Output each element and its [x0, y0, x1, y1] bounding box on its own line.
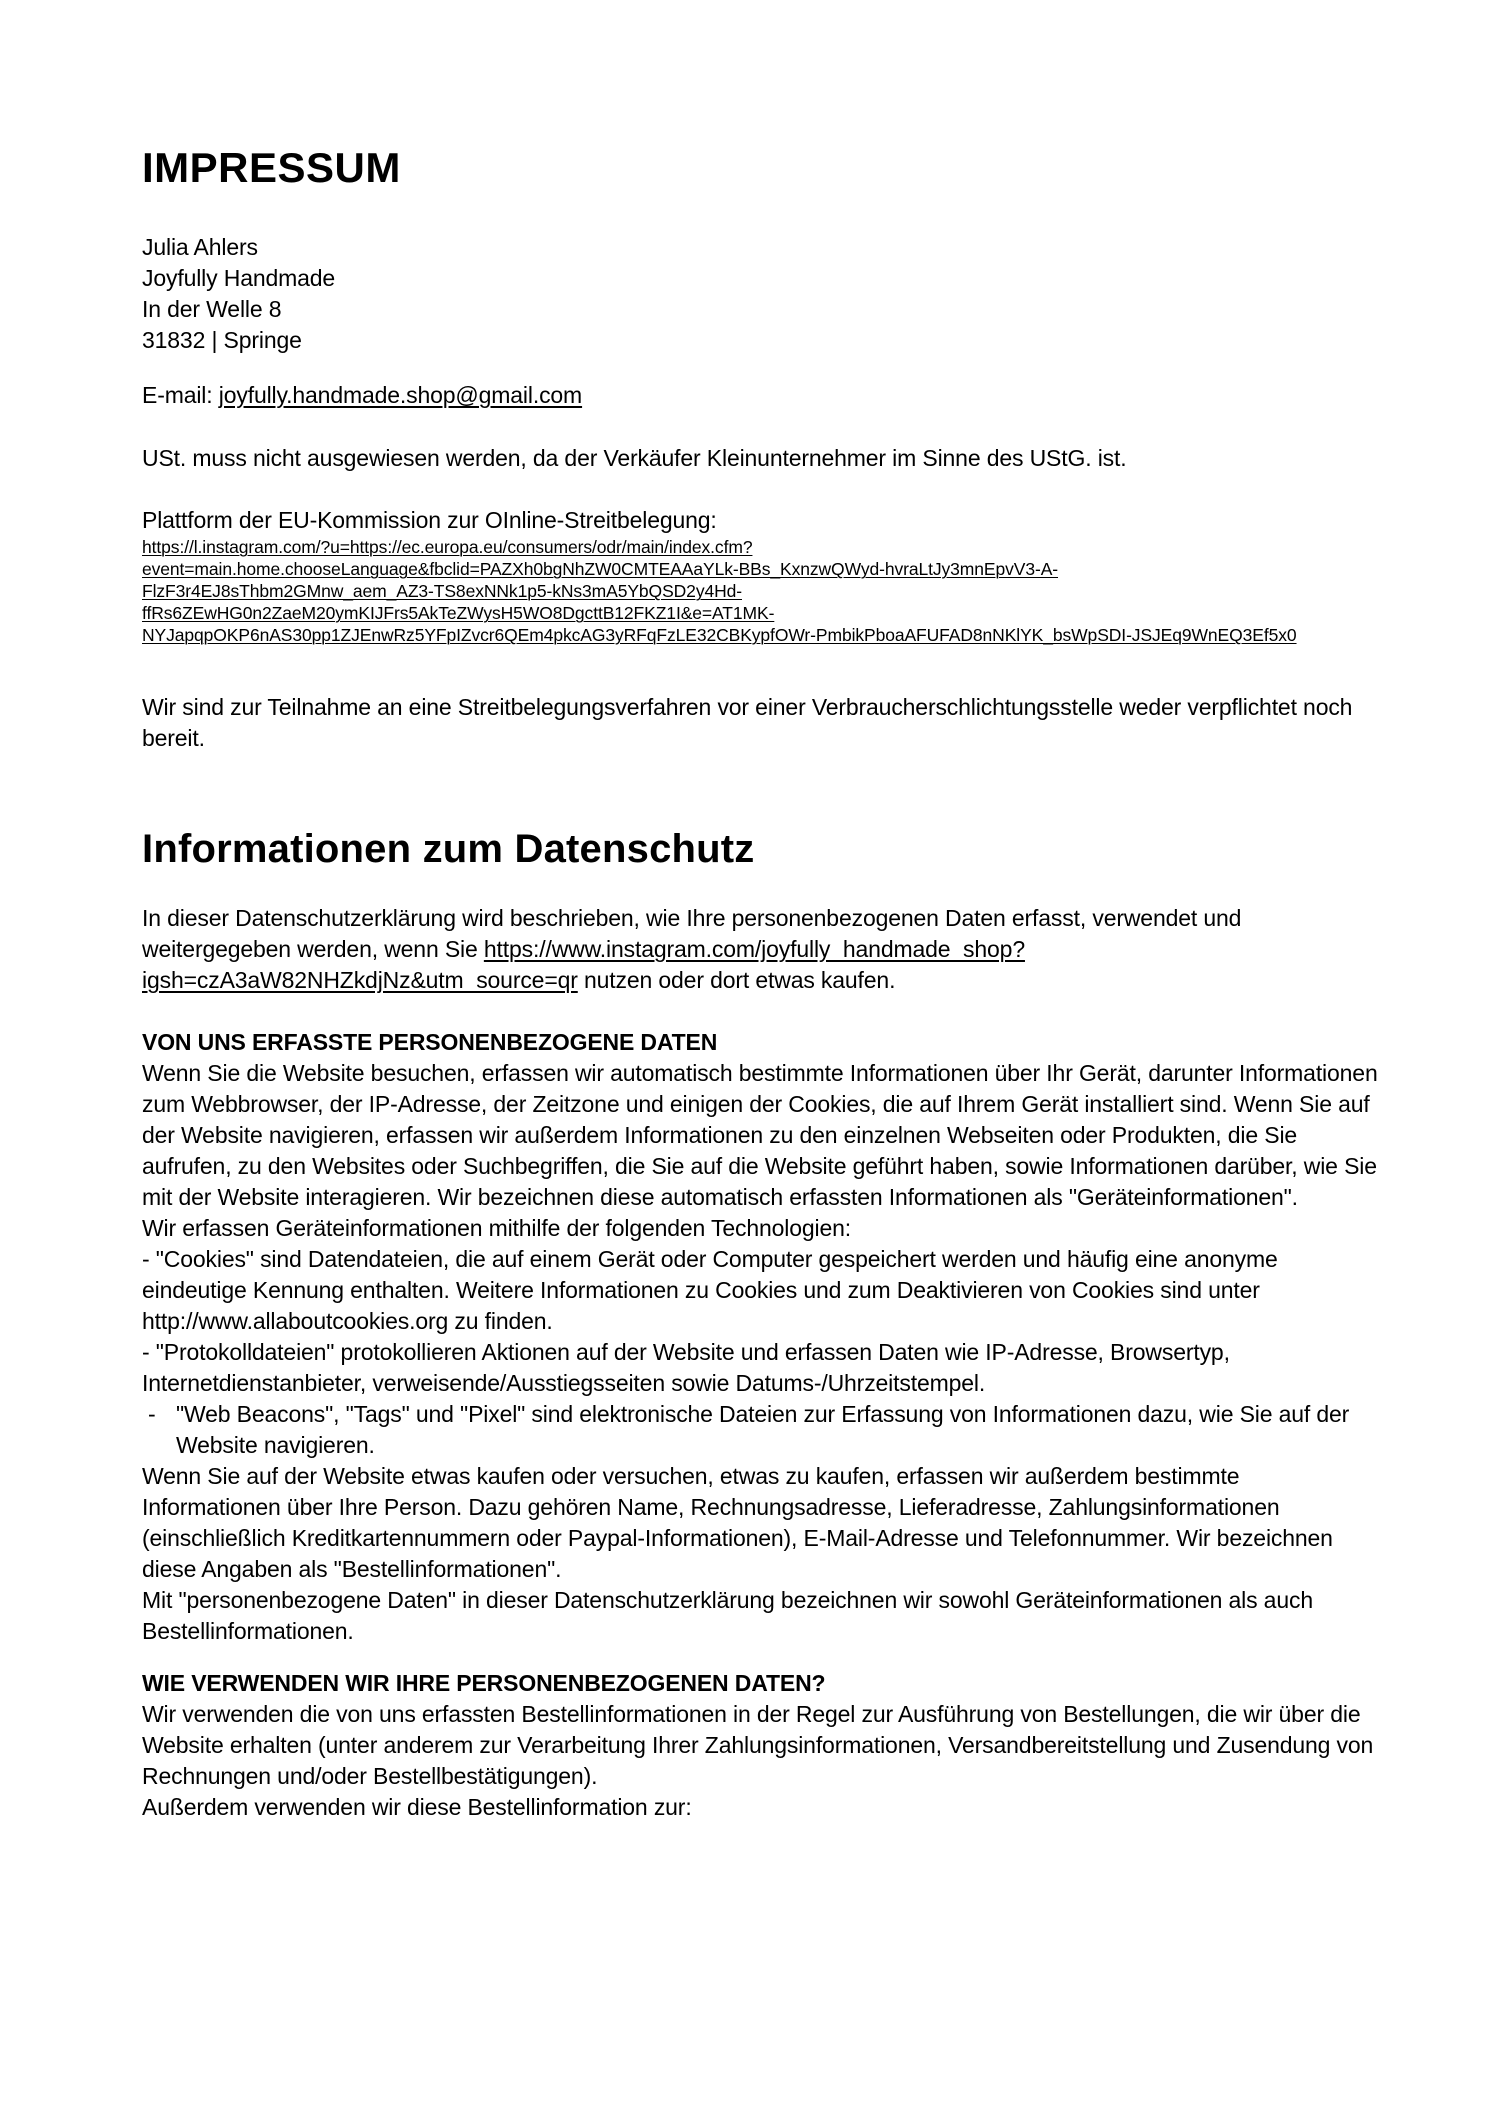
- email-line: [142, 380, 1383, 411]
- odr-link[interactable]: ffRs6ZEwHG0n2ZaeM20ymKIJFrs5AkTeZWysH5WO8DgcttB12FKZ1I&e=AT1MK-: [142, 603, 775, 623]
- contact-name: Julia Ahlers: [142, 234, 258, 260]
- dispute-note: Wir sind zur Teilnahme an eine Streitbelegungsverfahren vor einer Verbraucherschlichtungsstelle weder verpflichtet noch bereit.: [142, 694, 1353, 751]
- paragraph-usage-additional: Außerdem verwenden wir diese Bestellinformation zur:: [142, 1794, 692, 1820]
- section-collected-data: [142, 1027, 1383, 1647]
- paragraph-cookies: - "Cookies" sind Datendateien, die auf einem Gerät oder Computer gespeichert werden und häufig eine anonyme eindeutige Kennung enthalten. Weitere Informationen zu Cookies und zum Deaktivieren von Cookies sind unter http://www.allaboutcookies.org zu finden.: [142, 1246, 1278, 1334]
- page-title: IMPRESSUM: [142, 144, 401, 191]
- odr-link[interactable]: FlzF3r4EJ8sThbm2GMnw_aem_AZ3-TS8exNNk1p5-kNs3mA5YbQSD2y4Hd-: [142, 581, 742, 601]
- web-beacons-bullet-text: "Web Beacons", "Tags" und "Pixel" sind elektronische Dateien zur Erfassung von Informationen dazu, wie Sie auf der Website navigieren.: [176, 1401, 1350, 1458]
- odr-link-line: [142, 536, 1383, 558]
- odr-platform-label: Plattform der EU-Kommission zur OInline-Streitbelegung:: [142, 507, 717, 533]
- contact-city: 31832 | Springe: [142, 327, 302, 353]
- web-beacons-bullet: [142, 1399, 1383, 1461]
- odr-link-line: [142, 580, 1383, 602]
- section-heading-data-usage: WIE VERWENDEN WIR IHRE PERSONENBEZOGENEN DATEN?: [142, 1670, 826, 1696]
- odr-link-line: [142, 624, 1383, 646]
- bullet-dash: -: [148, 1401, 156, 1427]
- instagram-link[interactable]: https://www.instagram.com/joyfully_handmade_shop?igsh=czA3aW82NHZkdjNz&utm_source=qr: [142, 936, 1025, 993]
- odr-link-line: [142, 558, 1383, 580]
- odr-platform-block: [142, 505, 1383, 646]
- odr-link-line: [142, 602, 1383, 624]
- odr-link[interactable]: https://l.instagram.com/?u=https://ec.europa.eu/consumers/odr/main/index.cfm?: [142, 537, 753, 557]
- contact-company: Joyfully Handmade: [142, 265, 336, 291]
- email-label: E-mail:: [142, 382, 219, 408]
- paragraph-log-files: - "Protokolldateien" protokollieren Aktionen auf der Website und erfassen Daten wie IP-Adresse, Browsertyp, Internetdienstanbieter, verweisende/Ausstiegsseiten sowie Datums-/Uhrzeitstempel.: [142, 1339, 1230, 1396]
- privacy-intro-text-after: nutzen oder dort etwas kaufen.: [577, 967, 896, 993]
- contact-block: [142, 232, 1383, 356]
- paragraph-personal-data-definition: Mit "personenbezogene Daten" in dieser Datenschutzerklärung bezeichnen wir sowohl Geräteinformationen als auch Bestellinformationen.: [142, 1587, 1313, 1644]
- privacy-intro: [142, 903, 1383, 996]
- section-heading-collected-data: VON UNS ERFASSTE PERSONENBEZOGENE DATEN: [142, 1029, 718, 1055]
- email-link[interactable]: joyfully.handmade.shop@gmail.com: [218, 382, 583, 408]
- paragraph-usage-orders: Wir verwenden die von uns erfassten Bestellinformationen in der Regel zur Ausführung von Bestellungen, die wir über die Website erhalten (unter anderem zur Verarbeitung Ihrer Zahlungsinformationen, Versandbereitstellung und Zusendung von Rechnungen und/oder Bestellbestätigungen).: [142, 1701, 1374, 1789]
- odr-link[interactable]: NYJapqpOKP6nAS30pp1ZJEnwRz5YFpIZvcr6QEm4pkcAG3yRFqFzLE32CBKypfOWr-PmbikPboaAFUFAD8nNKlYK_bsWpSDI-JSJEq9WnEQ3Ef5x0: [142, 625, 1297, 645]
- privacy-intro-text-before: In dieser Datenschutzerklärung wird beschrieben, wie Ihre personenbezogenen Daten erfasst, verwendet und weitergegeben werden, wenn Sie: [142, 905, 1242, 962]
- vat-note: USt. muss nicht ausgewiesen werden, da der Verkäufer Kleinunternehmer im Sinne des UStG. ist.: [142, 445, 1127, 471]
- section-data-usage: [142, 1668, 1383, 1823]
- paragraph-device-info: Wenn Sie die Website besuchen, erfassen wir automatisch bestimmte Informationen über Ihr Gerät, darunter Informationen zum Webbrowser, der IP-Adresse, der Zeitzone und einigen der Cookies, die auf Ihrem Gerät installiert sind. Wenn Sie auf der Website navigieren, erfassen wir außerdem Informationen zu den einzelnen Webseiten oder Produkten, die Sie aufrufen, zu den Websites oder Suchbegriffen, die Sie auf die Website geführt haben, sowie Informationen darüber, wie Sie mit der Website interagieren. Wir bezeichnen diese automatisch erfassten Informationen als "Geräteinformationen".: [142, 1060, 1378, 1210]
- odr-link[interactable]: event=main.home.chooseLanguage&fbclid=PAZXh0bgNhZW0CMTEAAaYLk-BBs_KxnzwQWyd-hvraLtJy3mnEpvV3-A-: [142, 559, 1059, 579]
- paragraph-order-info: Wenn Sie auf der Website etwas kaufen oder versuchen, etwas zu kaufen, erfassen wir außerdem bestimmte Informationen über Ihre Person. Dazu gehören Name, Rechnungsadresse, Lieferadresse, Zahlungsinformationen (einschließlich Kreditkartennummern oder Paypal-Informationen), E-Mail-Adresse und Telefonnummer. Wir bezeichnen diese Angaben als "Bestellinformationen".: [142, 1463, 1333, 1582]
- contact-street: In der Welle 8: [142, 296, 282, 322]
- privacy-heading: Informationen zum Datenschutz: [142, 827, 755, 871]
- odr-link-block: [142, 536, 1383, 646]
- paragraph-technologies-intro: Wir erfassen Geräteinformationen mithilfe der folgenden Technologien:: [142, 1215, 852, 1241]
